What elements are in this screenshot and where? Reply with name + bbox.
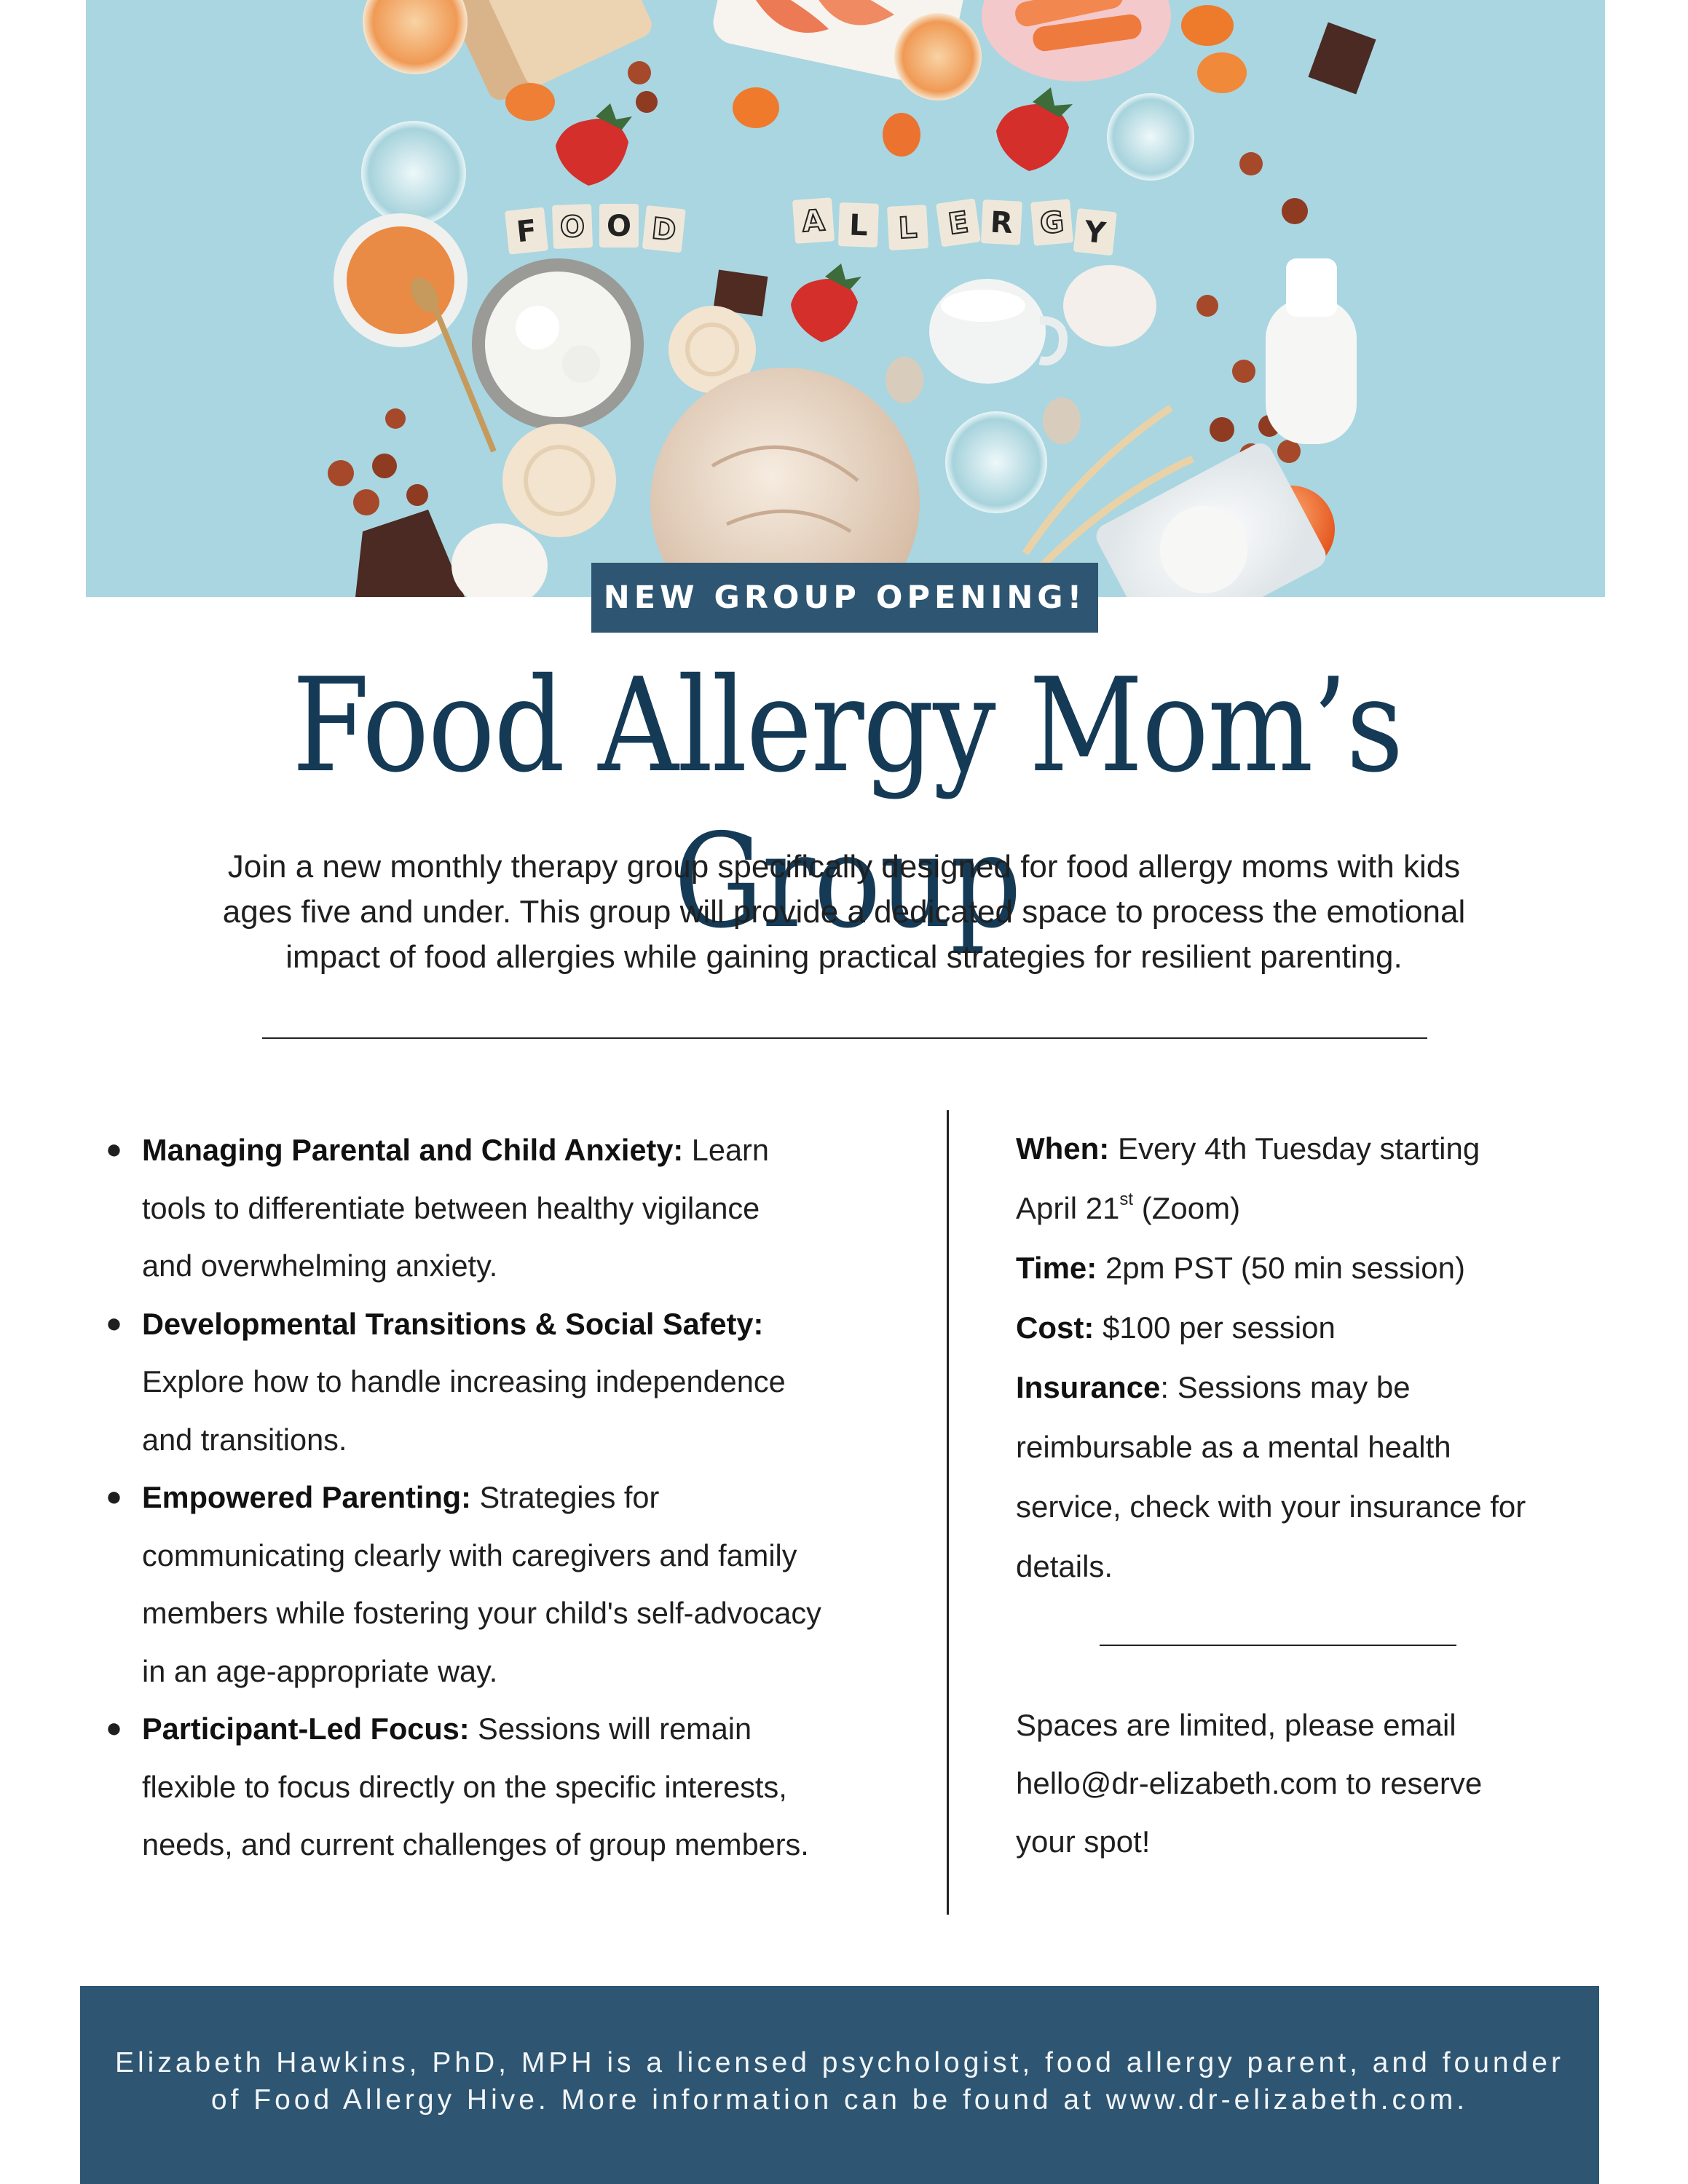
hazelnut	[1196, 295, 1218, 317]
when-value: Every 4th Tuesday starting	[1117, 1131, 1480, 1166]
contact-note	[1016, 1696, 1569, 1871]
footer-line: of Food Allergy Hive. More information can be found at www.dr-elizabeth.com.	[210, 2084, 1469, 2116]
insurance-text: reimbursable as a mental health	[1016, 1430, 1451, 1464]
details-divider	[1100, 1645, 1456, 1646]
pasta-nest	[502, 424, 616, 537]
new-group-badge	[591, 563, 1098, 633]
insurance-text: : Sessions may be	[1160, 1370, 1411, 1404]
cost-label: Cost:	[1016, 1310, 1095, 1345]
feature-text: communicating clearly with caregivers and family	[142, 1538, 797, 1572]
when-date-suffix: st	[1119, 1190, 1134, 1209]
feature-text: members while fostering your child's self-advocacy	[142, 1596, 821, 1630]
page-title: Food Allergy Mom’s Group	[292, 650, 1403, 957]
hazelnut	[636, 91, 658, 113]
quail-egg	[886, 357, 923, 403]
bullet-icon: ●	[106, 1481, 122, 1512]
dried-apricot	[505, 83, 555, 121]
hazelnut	[1282, 198, 1308, 224]
quail-egg	[1043, 397, 1081, 444]
footer-text	[80, 2044, 1599, 2118]
badge-label: NEW GROUP OPENING!	[603, 579, 1086, 616]
tile-letter: O	[606, 210, 632, 243]
hazelnut	[406, 484, 428, 506]
insurance-row	[1016, 1358, 1569, 1417]
lime-slice-left	[361, 121, 466, 226]
footer-bar	[80, 1986, 1599, 2184]
hazelnut	[328, 460, 354, 486]
dried-apricot	[1197, 52, 1247, 93]
feature-text: Explore how to handle increasing independence	[142, 1364, 786, 1398]
feature-text: flexible to focus directly on the specific interests,	[142, 1769, 787, 1804]
bullet-icon: ●	[106, 1713, 122, 1744]
bullet-icon: ●	[106, 1307, 122, 1339]
cottage-cheese-bowl	[472, 258, 644, 430]
when-mode: (Zoom)	[1141, 1191, 1241, 1225]
when-date: April 21	[1016, 1191, 1120, 1225]
dried-apricot	[733, 87, 779, 128]
contact-line: Spaces are limited, please email	[1016, 1708, 1456, 1742]
insurance-text: details.	[1016, 1549, 1113, 1583]
tile-letter: R	[989, 205, 1014, 241]
column-divider	[947, 1110, 949, 1915]
tile-letter: F	[515, 213, 539, 250]
cost-value: $100 per session	[1103, 1310, 1336, 1345]
tile-letter: D	[650, 212, 678, 248]
section-divider	[262, 1037, 1427, 1039]
insurance-text: service, check with your insurance for	[1016, 1489, 1526, 1524]
feature-item	[102, 1295, 888, 1469]
feature-item	[102, 1121, 888, 1295]
feature-text: Learn	[691, 1133, 769, 1167]
orange-half-mid	[894, 13, 982, 100]
when-date-row	[1016, 1179, 1569, 1238]
intro-line: ages five and under. This group will provide a dedicated space to process the emotional	[222, 894, 1466, 930]
feature-heading: Empowered Parenting:	[142, 1480, 471, 1514]
feature-list	[102, 1121, 888, 1874]
dried-apricot	[883, 113, 920, 157]
contact-line: hello@dr-elizabeth.com to reserve	[1016, 1766, 1483, 1800]
intro-line: impact of food allergies while gaining practical strategies for resilient parenting.	[285, 939, 1403, 975]
tile-letter: Y	[1082, 215, 1108, 251]
feature-text: Strategies for	[479, 1480, 660, 1514]
feature-text: and transitions.	[142, 1422, 347, 1457]
tile-letter: E	[946, 205, 971, 242]
hazelnut	[628, 61, 651, 84]
hazelnut	[353, 489, 379, 515]
feature-heading: Developmental Transitions & Social Safety:	[142, 1306, 764, 1341]
time-label: Time:	[1016, 1251, 1097, 1285]
feature-text: in an age-appropriate way.	[142, 1653, 498, 1688]
feature-text: and overwhelming anxiety.	[142, 1249, 498, 1283]
feature-text: tools to differentiate between healthy vigilance	[142, 1190, 760, 1225]
hazelnut	[372, 454, 397, 478]
time-value: 2pm PST (50 min session)	[1105, 1251, 1466, 1285]
tile-letter: G	[1038, 205, 1065, 241]
feature-text: Sessions will remain	[478, 1712, 752, 1746]
dried-apricot	[1181, 5, 1234, 46]
intro-paragraph	[146, 844, 1542, 980]
hazelnut	[1239, 152, 1263, 175]
time-row	[1016, 1238, 1569, 1298]
contact-line: your spot!	[1016, 1824, 1151, 1859]
session-details	[1016, 1119, 1569, 1597]
tile-letter: O	[559, 210, 585, 245]
hazelnut	[1232, 360, 1255, 383]
tile-letter: A	[801, 204, 827, 240]
feature-item	[102, 1468, 888, 1700]
cost-row	[1016, 1298, 1569, 1358]
lime-slice-top-right	[1107, 93, 1194, 181]
egg	[1063, 265, 1156, 347]
feature-heading: Participant-Led Focus:	[142, 1712, 470, 1746]
tile-letter: L	[897, 210, 918, 246]
feature-heading: Managing Parental and Child Anxiety:	[142, 1133, 684, 1167]
hero-photo	[86, 0, 1605, 597]
when-row	[1016, 1119, 1569, 1179]
lime-slice-center	[945, 411, 1047, 513]
feature-item	[102, 1700, 888, 1874]
hazelnut	[1210, 417, 1234, 442]
intro-line: Join a new monthly therapy group specifically designed for food allergy moms with kids	[227, 849, 1461, 885]
hazelnut	[1277, 440, 1301, 463]
hazelnut	[385, 408, 406, 429]
footer-line: Elizabeth Hawkins, PhD, MPH is a licensed psychologist, food allergy parent, and founder	[115, 2047, 1564, 2078]
when-label: When:	[1016, 1131, 1110, 1166]
tile-letter: L	[848, 208, 869, 243]
bullet-icon: ●	[106, 1134, 122, 1165]
insurance-label: Insurance	[1016, 1370, 1161, 1404]
feature-text: needs, and current challenges of group members.	[142, 1827, 809, 1861]
